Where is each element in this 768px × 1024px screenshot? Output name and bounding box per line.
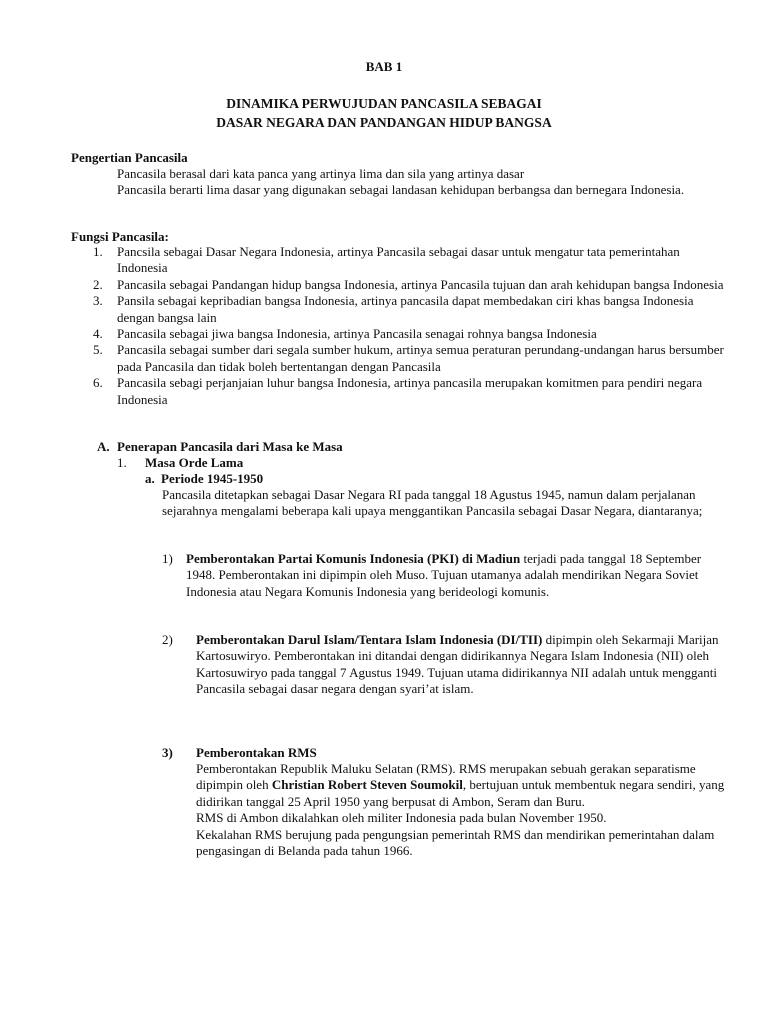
list-text: Pansila sebagai kepribadian bangsa Indonesia, artinya pancasila dapat membedakan ciri khas bangsa Indonesia dengan bangsa lain [117, 293, 694, 325]
event-3-paragraph-1 [196, 761, 726, 810]
event-1-title: Pemberontakan Partai Komunis Indonesia (PKI) di Madiun [186, 551, 521, 566]
event-3-text-a: Pemberontakan Republik Maluku Selatan (RMS). RMS merupakan sebuah gerakan separatisme dipimpin oleh [196, 761, 696, 793]
event-1-text [186, 551, 722, 600]
event-3-number: 3) [162, 745, 173, 760]
event-2-number: 2) [162, 632, 173, 647]
list-number: 2. [93, 276, 103, 292]
chapter-heading: BAB 1 [365, 59, 403, 74]
section-a-label: A. [97, 439, 110, 454]
fungsi-list [71, 244, 731, 408]
list-item [71, 326, 731, 342]
section-a-intro: Pancasila ditetapkan sebagai Dasar Negara RI pada tanggal 18 Agustus 1945, namun dalam perjalanan sejarahnya mengalami beberapa kali upaya menggantikan Pancasila sebagai Dasar Negara, diantaranya; [162, 487, 703, 519]
list-text: Pancasila sebagi perjanjaian luhur bangsa Indonesia, artinya pancasila merupakan komitmen para pendiri negara Indonesia [117, 375, 703, 407]
event-3-heading: Pemberontakan RMS [196, 745, 317, 760]
event-3-text-b: , bertujuan untuk membentuk negara sendiri, yang didirikan tanggal 25 April 1950 yang berpusat di Ambon, Seram dan Buru. [196, 777, 725, 809]
list-text: Pancasila sebagai jiwa bangsa Indonesia, artinya Pancasila senagai rohnya bangsa Indonesia [117, 326, 597, 342]
event-3-body [196, 761, 726, 859]
list-item [71, 293, 731, 326]
sub1-heading: Masa Orde Lama [145, 455, 244, 470]
suba-label: a. [145, 471, 155, 486]
list-number: 5. [93, 342, 103, 358]
event-2-text [196, 632, 726, 698]
list-number: 3. [93, 293, 103, 309]
list-text: Pancsila sebagai Dasar Negara Indonesia, artinya Pancasila sebagai dasar untuk mengatur tata pemerintahan Indonesia [117, 244, 680, 276]
title-line-2: DASAR NEGARA DAN PANDANGAN HIDUP BANGSA [216, 115, 552, 130]
fungsi-heading: Fungsi Pancasila: [71, 229, 169, 244]
list-text: Pancasila sebagai Pandangan hidup bangsa Indonesia, artinya Pancasila tujuan dan arah kehidupan bangsa Indonesia [117, 276, 724, 292]
list-item [71, 342, 731, 375]
event-3-paragraph-2: RMS di Ambon dikalahkan oleh militer Indonesia pada bulan November 1950. [196, 810, 607, 826]
event-1-body: terjadi pada tanggal 18 September 1948. Pemberontakan ini dipimpin oleh Muso. Tujuan utamanya adalah mendirikan Negara Soviet Indonesia atau Negara Komunis Indonesia yang berideologi komunis. [186, 551, 702, 599]
suba-heading: Periode 1945-1950 [161, 471, 264, 486]
list-item [71, 375, 731, 408]
pengertian-paragraph-2: Pancasila berarti lima dasar yang digunakan sebagai landasan kehidupan berbangsa dan bernegara Indonesia. [117, 182, 685, 198]
list-number: 6. [93, 375, 103, 391]
event-3-paragraph-3: Kekalahan RMS berujung pada pengungsian pemerintah RMS dan mendirikan pemerintahan dalam pengasingan di Belanda pada tahun 1966. [196, 826, 715, 859]
list-item [71, 277, 731, 293]
sub1-label: 1. [117, 455, 127, 470]
pengertian-body [117, 166, 717, 199]
event-1-number: 1) [162, 551, 173, 566]
list-number: 1. [93, 244, 103, 259]
section-a-heading: Penerapan Pancasila dari Masa ke Masa [117, 439, 343, 454]
event-3-leader-name: Christian Robert Steven Soumokil [271, 777, 463, 793]
title-line-1: DINAMIKA PERWUJUDAN PANCASILA SEBAGAI [226, 96, 542, 111]
pengertian-heading: Pengertian Pancasila [71, 150, 188, 165]
list-item [71, 244, 731, 277]
event-2-title: Pemberontakan Darul Islam/Tentara Islam Indonesia (DI/TII) [196, 632, 543, 647]
list-text: Pancasila sebagai sumber dari segala sumber hukum, artinya semua peraturan perundang-undangan harus bersumber pada Pancasila dan tidak boleh bertentangan dengan Pancasila [117, 342, 724, 374]
list-number: 4. [93, 326, 103, 342]
event-2-body: dipimpin oleh Sekarmaji Marijan Kartosuwiryo. Pemberontakan ini ditandai dengan didirikannya Negara Islam Indonesia (NII) oleh Kartosuwiryo pada tanggal 7 Agustus 1949. Tujuan utama didirikannya NII adalah untuk mengganti Pancasila sebagai dasar negara dengan syari’at islam. [196, 632, 719, 697]
pengertian-paragraph-1: Pancasila berasal dari kata panca yang artinya lima dan sila yang artinya dasar [117, 166, 525, 181]
